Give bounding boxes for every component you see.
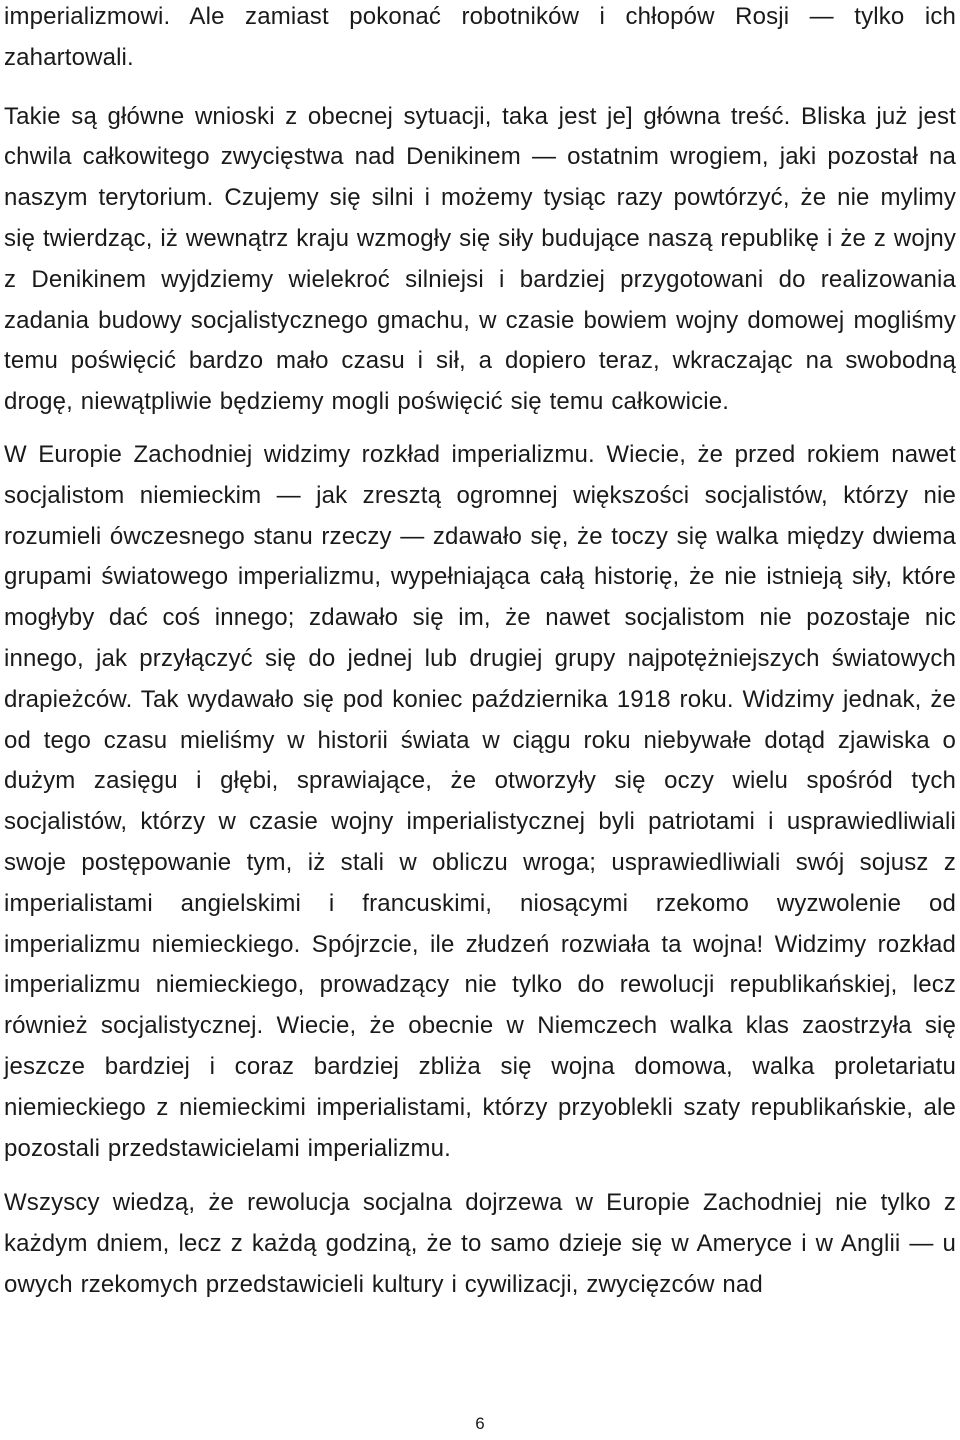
paragraph-4: Wszyscy wiedzą, że rewolucja socjalna dojrzewa w Europie Zachodniej nie tylko z każdym dniem, lecz z każdą godziną, że to samo dzieje się w Ameryce i w Anglii — u owych rzekomych przedstawicieli kultury i cywilizacji, zwycięzców nad — [4, 1189, 956, 1298]
paragraph-1: imperializmowi. Ale zamiast pokonać robotników i chłopów Rosji — tylko ich zahartowali. — [4, 3, 956, 71]
paragraph-3: W Europie Zachodniej widzimy rozkład imperializmu. Wiecie, że przed rokiem nawet socjalistom niemieckim — jak zresztą ogromnej większości socjalistów, którzy nie rozumieli ówczesnego stanu rzeczy — zdawało się, że toczy się walka między dwiema grupami światowego imperializmu, wypełniająca całą historię, że nie istnieją siły, które mogłyby dać coś innego; zdawało się im, że nawet socjalistom nie pozostaje nic innego, jak przyłączyć się do jednej lub drugiej grupy najpotężniejszych światowych drapieżców. Tak wydawało się pod koniec października 1918 roku. Widzimy jednak, że od tego czasu mieliśmy w historii świata w ciągu roku niebywałe dotąd zjawiska o dużym zasięgu i głębi, sprawiające, że otworzyły się oczy wielu spośród tych socjalistów, którzy w czasie wojny imperialistycznej byli patriotami i usprawiedliwiali swoje postępowanie tym, iż stali w obliczu wroga; usprawiedliwiali swój sojusz z imperialistami angielskimi i francuskimi, niosącymi rzekomo wyzwolenie od imperializmu niemieckiego. Spójrzcie, ile złudzeń rozwiała ta wojna! Widzimy rozkład imperializmu niemieckiego, prowadzący nie tylko do rewolucji republikańskiej, lecz również socjalistycznej. Wiecie, że obecnie w Niemczech walka klas zaostrzyła się jeszcze bardziej i coraz bardziej zbliża się wojna domowa, walka proletariatu niemieckiego z niemieckimi imperialistami, którzy przyoblekli szaty republikańskie, ale pozostali przedstawicielami imperializmu. — [4, 440, 956, 1162]
paragraph-2: Takie są główne wnioski z obecnej sytuacji, taka jest je] główna treść. Bliska już jest chwila całkowitego zwycięstwa nad Denikinem — ostatnim wrogiem, jaki pozostał na naszym terytorium. Czujemy się silni i możemy tysiąc razy powtórzyć, że nie mylimy się twierdząc, iż wewnątrz kraju wzmogły się siły budujące naszą republikę i że z wojny z Denikinem wyjdziemy wielekroć silniejsi i bardziej przygotowani do realizowania zadania budowy socjalistycznego gmachu, w czasie bowiem wojny domowej mogliśmy temu poświęcić bardzo mało czasu i sił, a dopiero teraz, wkraczając na swobodną drogę, niewątpliwie będziemy mogli poświęcić się temu całkowicie. — [4, 102, 956, 416]
page-number: 6 — [475, 1414, 485, 1433]
document-page — [4, 0, 956, 1440]
